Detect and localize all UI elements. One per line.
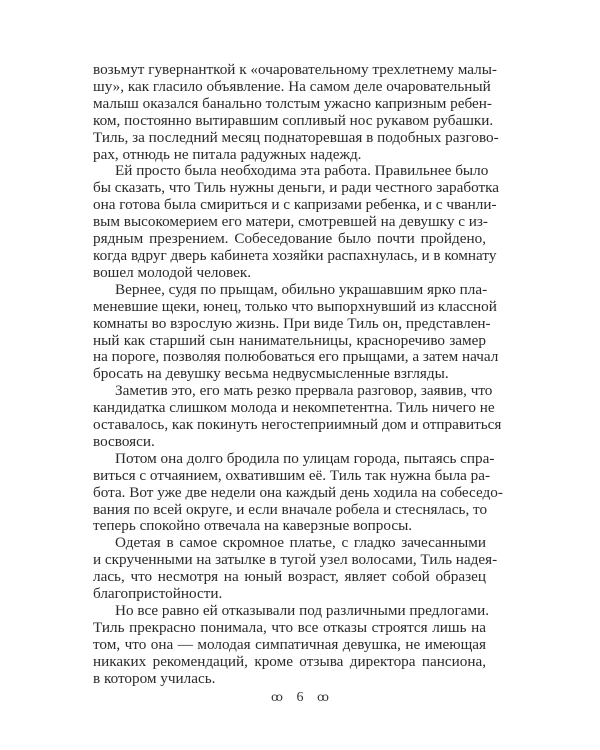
text-line: шу», как гласило объявление. На самом деле очаровательный [93, 77, 491, 95]
paragraph [93, 280, 499, 383]
text-line: Одетая в самое скромное платье, с гладко зачесанными [115, 534, 486, 552]
text-line: ный как старший сын нанимательницы, красноречиво замер [93, 331, 486, 349]
text-line: вошел молодой человек. [93, 263, 252, 281]
text-line: в котором училась. [93, 669, 216, 687]
text-line: лась, что несмотря на юный возраст, являет собой образец [93, 568, 486, 586]
text-line: бы сказать, что Тиль нужны деньги, и ради честного заработка [93, 179, 500, 197]
text-line: оставалось, как покинуть негостеприимный дом и отправиться [93, 416, 502, 434]
text-line: Потом она долго бродила по улицам города, пытаясь спра- [115, 449, 495, 467]
text-line: комнаты во взрослую жизнь. При виде Тиль он, представлен- [93, 314, 491, 332]
text-line: никаких рекомендаций, кроме отзыва директора пансиона, [93, 652, 486, 670]
ornament-left-icon: ꝏ [271, 690, 283, 704]
text-line: кандидатка слишком молода и некомпетентна. Тиль ничего не [93, 399, 495, 417]
text-line: Тиль прекрасно понимала, что все отказы строятся лишь на [93, 618, 486, 636]
text-line: рах, отнюдь не питала радужных надежд. [93, 145, 362, 163]
text-line: малыш оказался банально толстым ужасно капризным ребен- [93, 94, 492, 112]
paragraph [93, 602, 490, 688]
ornament-right-icon: ꝏ [317, 690, 329, 704]
text-line: возьмут гувернанткой к «очаровательному трехлетнему малы- [93, 61, 497, 78]
text-line: Тиль, за последний месяц поднаторевшая в подобных разгово- [93, 128, 499, 146]
page-body [93, 61, 503, 688]
paragraph [93, 449, 503, 536]
paragraph [93, 382, 502, 451]
text-line: Вернее, судя по прыщам, обильно украшавшим ярко пла- [115, 280, 488, 298]
text-line: теперь спокойно отвечала на каверзные вопросы. [93, 517, 413, 535]
text-line: благопристойности. [93, 585, 223, 603]
page-footer [0, 690, 600, 706]
text-line: виться с отчаянием, охватившим её. Тиль так нужна была ра- [93, 466, 491, 484]
paragraph [93, 534, 498, 603]
paragraph [93, 162, 500, 281]
text-line: рядным презрением. Собеседование было почти пройдено, [93, 230, 486, 248]
text-line: когда вдруг дверь кабинета хозяйки распахнулась, и в комнату [93, 246, 497, 264]
text-line: восвояси. [93, 432, 155, 450]
text-line: и скрученными на затылке в тугой узел волосами, Тиль надея- [93, 551, 498, 569]
text-line: она готова была смириться и с капризами ребенка, и с чванли- [93, 196, 497, 214]
text-line: меневшие щеки, юнец, только что выпорхнувший из классной [93, 297, 497, 315]
text-line: на пороге, позволяя полюбоваться его прыщами, а затем начал [93, 348, 499, 366]
paragraph [93, 61, 499, 163]
text-line: вым высокомерием его матери, смотревшей на девушку с из- [93, 213, 488, 231]
text-line: ком, постоянно вытиравшим сопливый нос рукавом рубашки. [93, 111, 494, 129]
text-line: бросать на девушку весьма недвусмысленные взгляды. [93, 365, 449, 383]
text-line: Заметив это, его мать резко прервала разговор, заявив, что [115, 382, 493, 400]
text-line: том, что она — молодая симпатичная девушка, не имеющая [93, 635, 486, 653]
text-line: вания по всей округе, и если вначале робела и стеснялась, то [93, 500, 488, 518]
page-number: 6 [296, 690, 304, 705]
text-line: Ей просто была необходима эта работа. Правильнее было [115, 162, 489, 180]
text-line: Но все равно ей отказывали под различными предлогами. [115, 602, 490, 619]
text-line: бота. Вот уже две недели она каждый день ходила на собеседо- [93, 483, 503, 501]
